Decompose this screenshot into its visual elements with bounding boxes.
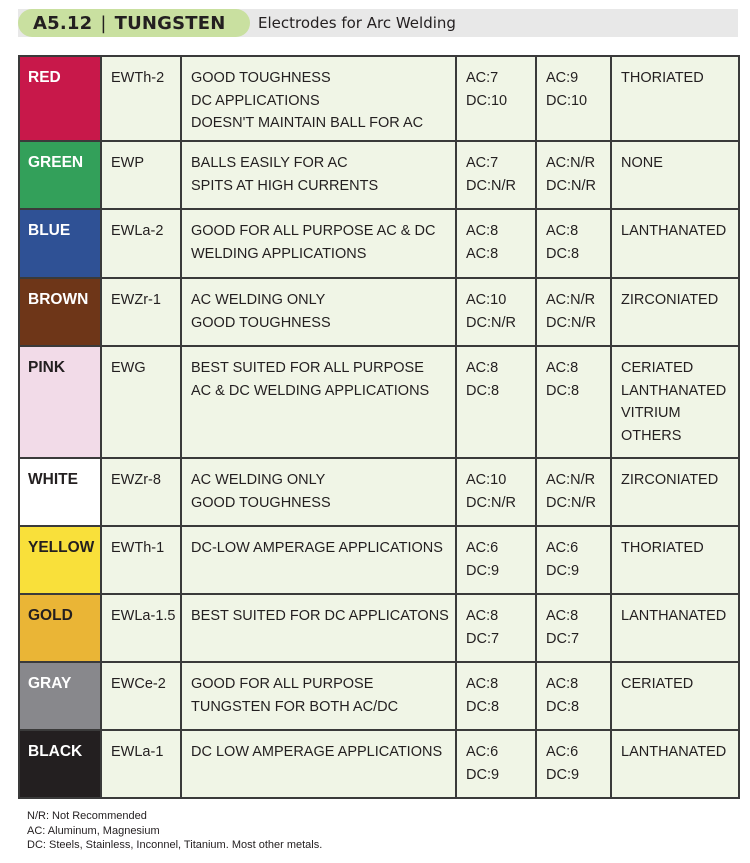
rating-b-line: DC:N/R <box>546 494 596 511</box>
aws-class-cell <box>101 141 181 209</box>
footnote-nr: N/R: Not Recommended <box>27 810 147 822</box>
rating-a-line: AC:8 <box>466 245 499 262</box>
rating-a-cell <box>456 662 536 730</box>
color-name: BROWN <box>28 291 89 308</box>
rating-a-cell <box>456 346 536 458</box>
aws-class: EWP <box>111 155 145 171</box>
rating-a-cell <box>456 730 536 798</box>
rating-b-line: AC:N/R <box>546 155 596 171</box>
rating-a-line: DC:9 <box>466 766 500 783</box>
rating-a-line: DC:N/R <box>466 494 516 511</box>
type-line: LANTHANATED <box>621 223 727 239</box>
color-name: GOLD <box>28 607 73 624</box>
rating-b-line: AC:6 <box>546 744 579 760</box>
color-name: PINK <box>28 359 66 376</box>
description-line: GOOD FOR ALL PURPOSE AC & DC <box>191 223 436 239</box>
rating-b-line: AC:6 <box>546 540 579 556</box>
color-name: GRAY <box>28 675 72 692</box>
description-cell <box>181 278 456 346</box>
rating-a-line: DC:8 <box>466 698 500 715</box>
table-row <box>19 278 739 346</box>
description-line: DOESN'T MAINTAIN BALL FOR AC <box>191 115 424 131</box>
rating-a-line: AC:6 <box>466 540 499 556</box>
rating-a-line: DC:7 <box>466 630 500 647</box>
type-line: OTHERS <box>621 427 682 444</box>
rating-a-line: AC:8 <box>466 608 499 624</box>
tungsten-electrode-table <box>18 55 740 799</box>
description-cell <box>181 662 456 730</box>
type-line: VITRIUM <box>621 405 681 421</box>
rating-b-line: AC:8 <box>546 360 579 376</box>
description-cell <box>181 458 456 526</box>
type-line: CERIATED <box>621 676 694 692</box>
type-line: THORIATED <box>621 70 704 86</box>
rating-b-cell <box>536 594 611 662</box>
description-line: AC & DC WELDING APPLICATIONS <box>191 382 430 399</box>
footnote-ac: AC: Aluminum, Magnesium <box>27 824 160 837</box>
type-cell <box>611 594 739 662</box>
type-line: THORIATED <box>621 540 704 556</box>
color-name: YELLOW <box>28 539 95 556</box>
color-name: WHITE <box>28 471 78 488</box>
rating-b-cell <box>536 662 611 730</box>
header-pill <box>18 9 250 37</box>
type-line: ZIRCONIATED <box>621 472 719 488</box>
rating-b-line: DC:N/R <box>546 314 596 331</box>
footnotes <box>27 809 322 853</box>
description-cell <box>181 526 456 594</box>
type-cell <box>611 346 739 458</box>
aws-class-cell <box>101 662 181 730</box>
color-swatch-cell <box>19 594 101 662</box>
rating-b-line: AC:8 <box>546 223 579 239</box>
aws-class-cell <box>101 526 181 594</box>
rating-b-cell <box>536 458 611 526</box>
rating-b-line: AC:8 <box>546 676 579 692</box>
rating-a-cell <box>456 56 536 141</box>
aws-class: EWTh-2 <box>111 70 165 86</box>
aws-class-cell <box>101 346 181 458</box>
type-line: NONE <box>621 155 663 171</box>
type-cell <box>611 662 739 730</box>
table-row <box>19 526 739 594</box>
rating-b-line: DC:8 <box>546 245 580 262</box>
rating-b-line: DC:9 <box>546 562 580 579</box>
description-cell <box>181 56 456 141</box>
aws-class-cell <box>101 56 181 141</box>
description-line: GOOD TOUGHNESS <box>191 314 331 331</box>
rating-a-cell <box>456 209 536 278</box>
aws-class: EWG <box>111 360 146 376</box>
color-swatch-cell <box>19 730 101 798</box>
aws-class-cell <box>101 730 181 798</box>
page-subtitle: Electrodes for Arc Welding <box>258 14 456 32</box>
description-line: GOOD TOUGHNESS <box>191 70 331 86</box>
color-swatch-cell <box>19 346 101 458</box>
rating-b-line: DC:7 <box>546 630 580 647</box>
type-line: CERIATED <box>621 360 694 376</box>
aws-class: EWLa-2 <box>111 223 164 239</box>
color-swatch-cell <box>19 209 101 278</box>
type-cell <box>611 730 739 798</box>
rating-b-line: DC:8 <box>546 698 580 715</box>
table-row <box>19 458 739 526</box>
color-swatch-cell <box>19 526 101 594</box>
description-line: TUNGSTEN FOR BOTH AC/DC <box>191 698 399 715</box>
color-name: RED <box>28 69 61 86</box>
color-swatch-cell <box>19 278 101 346</box>
aws-class-cell <box>101 594 181 662</box>
type-cell <box>611 458 739 526</box>
rating-b-cell <box>536 56 611 141</box>
aws-class: EWLa-1 <box>111 744 164 760</box>
description-line: BEST SUITED FOR DC APPLICATONS <box>191 608 449 624</box>
type-line: LANTHANATED <box>621 744 727 760</box>
type-line: ZIRCONIATED <box>621 292 719 308</box>
rating-a-line: DC:N/R <box>466 177 516 194</box>
rating-b-line: AC:N/R <box>546 472 596 488</box>
description-line: GOOD FOR ALL PURPOSE <box>191 676 374 692</box>
rating-b-cell <box>536 526 611 594</box>
description-line: WELDING APPLICATIONS <box>191 245 367 262</box>
rating-a-line: DC:N/R <box>466 314 516 331</box>
rating-a-line: AC:10 <box>466 472 507 488</box>
rating-a-line: AC:10 <box>466 292 507 308</box>
rating-b-line: DC:10 <box>546 92 588 109</box>
rating-a-cell <box>456 278 536 346</box>
rating-a-cell <box>456 141 536 209</box>
description-line: DC APPLICATIONS <box>191 92 320 109</box>
table-row <box>19 56 739 141</box>
rating-b-line: DC:N/R <box>546 177 596 194</box>
table-body <box>19 56 739 798</box>
table-row <box>19 594 739 662</box>
color-swatch-cell <box>19 56 101 141</box>
aws-class: EWZr-8 <box>111 472 161 488</box>
rating-b-cell <box>536 730 611 798</box>
rating-b-cell <box>536 346 611 458</box>
aws-class-cell <box>101 278 181 346</box>
table-row <box>19 141 739 209</box>
description-line: AC WELDING ONLY <box>191 472 326 488</box>
rating-a-line: AC:6 <box>466 744 499 760</box>
description-cell <box>181 346 456 458</box>
description-cell <box>181 594 456 662</box>
rating-a-line: AC:8 <box>466 676 499 692</box>
rating-a-line: DC:8 <box>466 382 500 399</box>
color-name: BLACK <box>28 743 83 760</box>
rating-a-line: DC:10 <box>466 92 508 109</box>
rating-a-line: AC:8 <box>466 223 499 239</box>
table-row <box>19 209 739 278</box>
aws-class: EWCe-2 <box>111 676 166 692</box>
rating-a-line: AC:7 <box>466 70 499 86</box>
rating-b-cell <box>536 141 611 209</box>
rating-a-line: DC:9 <box>466 562 500 579</box>
header-separator: | <box>100 12 107 34</box>
color-name: BLUE <box>28 222 71 239</box>
aws-class-cell <box>101 458 181 526</box>
type-cell <box>611 278 739 346</box>
color-swatch-cell <box>19 458 101 526</box>
aws-class: EWZr-1 <box>111 292 161 308</box>
aws-class: EWLa-1.5 <box>111 608 176 624</box>
aws-class: EWTh-1 <box>111 540 165 556</box>
rating-b-line: AC:9 <box>546 70 579 86</box>
table-row <box>19 662 739 730</box>
type-cell <box>611 526 739 594</box>
type-cell <box>611 209 739 278</box>
color-name: GREEN <box>28 154 84 171</box>
description-cell <box>181 730 456 798</box>
table-row <box>19 730 739 798</box>
type-line: LANTHANATED <box>621 382 727 399</box>
type-cell <box>611 141 739 209</box>
rating-a-cell <box>456 526 536 594</box>
rating-a-cell <box>456 594 536 662</box>
page-title: TUNGSTEN <box>114 12 226 34</box>
description-line: SPITS AT HIGH CURRENTS <box>191 177 379 194</box>
rating-b-line: AC:N/R <box>546 292 596 308</box>
description-line: AC WELDING ONLY <box>191 292 326 308</box>
rating-b-cell <box>536 209 611 278</box>
footnote-dc: DC: Steels, Stainless, Inconnel, Titanium. Most other metals. <box>27 839 323 851</box>
table-row <box>19 346 739 458</box>
description-line: DC LOW AMPERAGE APPLICATIONS <box>191 744 443 760</box>
description-cell <box>181 209 456 278</box>
rating-a-line: AC:8 <box>466 360 499 376</box>
description-line: DC-LOW AMPERAGE APPLICATIONS <box>191 540 443 556</box>
color-swatch-cell <box>19 662 101 730</box>
type-cell <box>611 56 739 141</box>
description-line: GOOD TOUGHNESS <box>191 494 331 511</box>
rating-b-cell <box>536 278 611 346</box>
color-swatch-cell <box>19 141 101 209</box>
description-line: BALLS EASILY FOR AC <box>191 155 348 171</box>
spec-code: A5.12 <box>33 12 93 34</box>
rating-b-line: DC:8 <box>546 382 580 399</box>
description-cell <box>181 141 456 209</box>
type-line: LANTHANATED <box>621 608 727 624</box>
rating-b-line: AC:8 <box>546 608 579 624</box>
description-line: BEST SUITED FOR ALL PURPOSE <box>191 360 424 376</box>
rating-b-line: DC:9 <box>546 766 580 783</box>
rating-a-cell <box>456 458 536 526</box>
rating-a-line: AC:7 <box>466 155 499 171</box>
aws-class-cell <box>101 209 181 278</box>
